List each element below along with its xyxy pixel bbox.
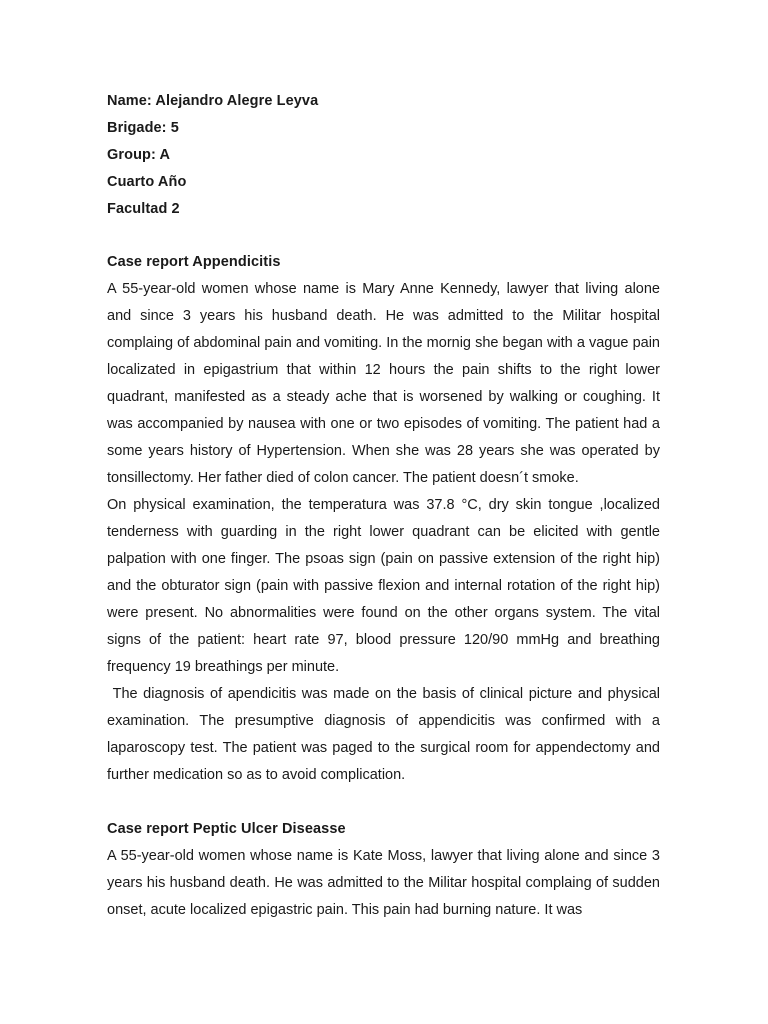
appendicitis-history-paragraph: A 55-year-old women whose name is Mary Anne Kennedy, lawyer that living alone and since 3 years his husband death. He was admitted to the Militar hospital complaing of abdominal pain and vomiting. In the mornig she began with a vague pain localizated in epigastrium that within 12 hours the pain shifts to the right lower quadrant, manifested as a steady ache that is worsened by walking or coughing. It was accompanied by nausea with one or two episodes of vomiting. The patient had a some years history of Hypertension. When she was 28 years she was operated by tonsillectomy. Her father died of colon cancer. The patient doesn´t smoke. xyxy=(107,281,660,486)
section-peptic-ulcer xyxy=(107,816,660,924)
student-group: Group: A xyxy=(107,147,171,163)
student-year: Cuarto Año xyxy=(107,174,187,190)
appendicitis-exam-paragraph: On physical examination, the temperatura was 37.8 °C, dry skin tongue ,localized tenderness with guarding in the right lower quadrant can be elicited with gentle palpation with one finger. The psoas sign (pain on passive extension of the right hip) and the obturator sign (pain with passive flexion and internal rotation of the right hip) were present. No abnormalities were found on the other organs system. The vital signs of the patient: heart rate 97, blood pressure 120/90 mmHg and breathing frequency 19 breathings per minute. xyxy=(107,497,660,675)
section-appendicitis xyxy=(107,249,665,789)
section-spacer xyxy=(107,789,660,816)
student-brigade: Brigade: 5 xyxy=(107,120,179,136)
student-info xyxy=(107,88,660,223)
document-page xyxy=(107,88,665,924)
section-title-peptic-ulcer: Case report Peptic Ulcer Diseasse xyxy=(107,821,346,837)
peptic-ulcer-history-paragraph: A 55-year-old women whose name is Kate Moss, lawyer that living alone and since 3 years his husband death. He was admitted to the Militar hospital complaing of sudden onset, acute localized epigastric pain. This pain had burning nature. It was xyxy=(107,848,660,918)
appendicitis-diagnosis-paragraph: The diagnosis of apendicitis was made on the basis of clinical picture and physical examination. The presumptive diagnosis of appendicitis was confirmed with a laparoscopy test. The patient was paged to the surgical room for appendectomy and further medication so as to avoid complication. xyxy=(107,686,665,783)
section-title-appendicitis: Case report Appendicitis xyxy=(107,254,281,270)
student-faculty: Facultad 2 xyxy=(107,201,180,217)
student-name: Name: Alejandro Alegre Leyva xyxy=(107,93,319,109)
